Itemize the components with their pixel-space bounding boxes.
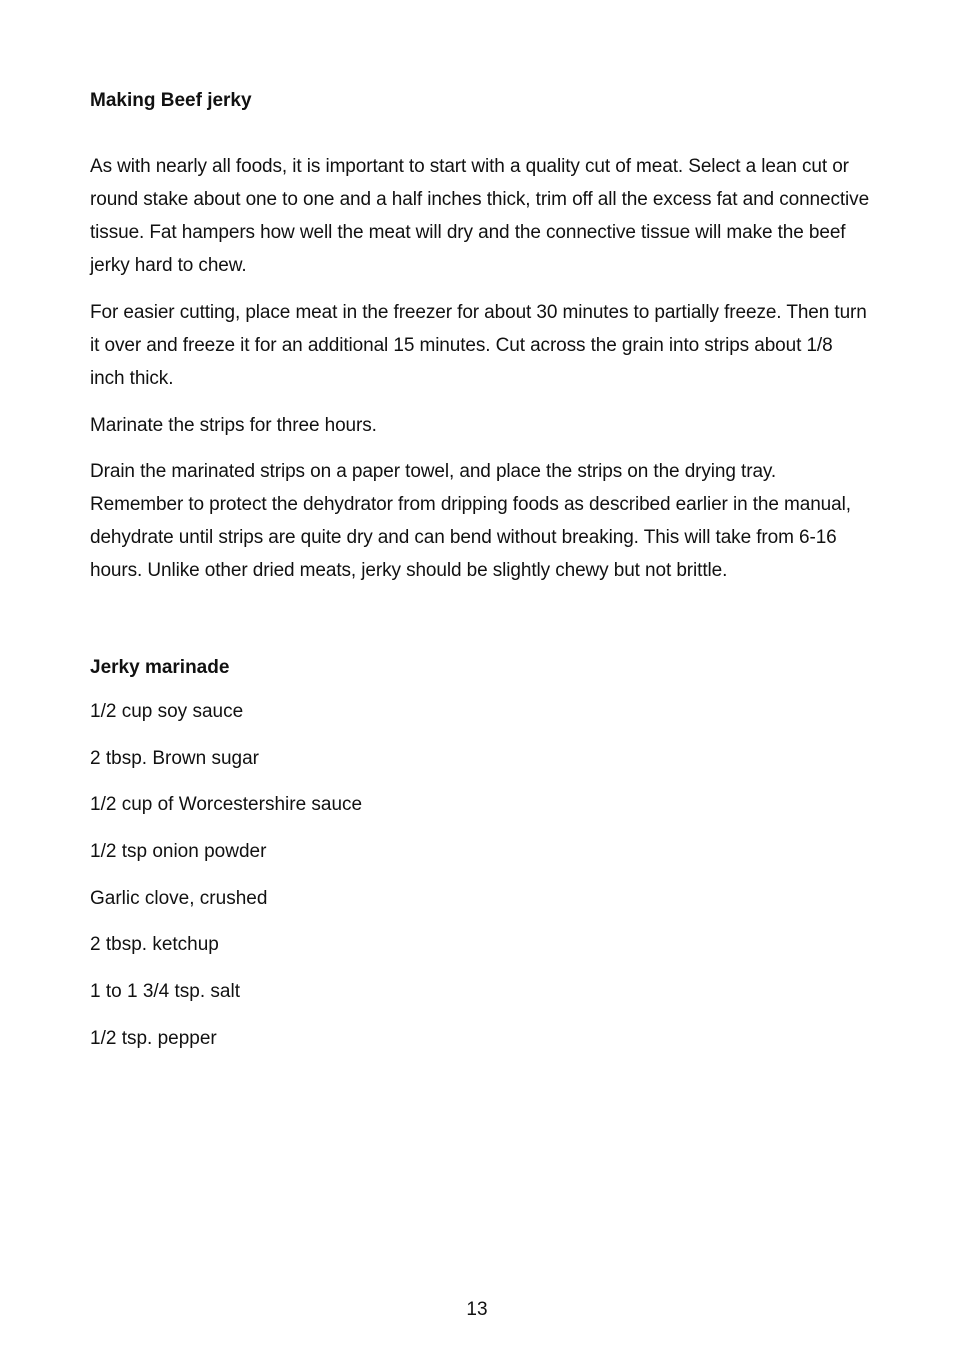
ingredient-list <box>90 699 870 1052</box>
list-item: 1/2 cup soy sauce <box>90 701 244 722</box>
section-title-jerky-marinade: Jerky marinade <box>90 657 230 678</box>
list-item: Garlic clove, crushed <box>90 887 268 909</box>
page-content <box>90 88 870 1073</box>
paragraph-marinate: Marinate the strips for three hours. <box>90 415 377 436</box>
paragraph-cutting: For easier cutting, place meat in the freezer for about 30 minutes to partially freeze. Then turn it over and freeze it for an additional 15 minutes. Cut across the grain into strips about 1/8 inch thick. <box>90 302 867 389</box>
list-item: 1/2 tsp onion powder <box>90 841 267 863</box>
list-item: 1/2 tsp. pepper <box>90 1027 217 1049</box>
paragraph-drying: Drain the marinated strips on a paper towel, and place the strips on the drying tray. Remember to protect the dehydrator from dripping foods as described earlier in the manual, dehydrate until strips are quite dry and can bend without breaking. This will take from 6-16 hours. Unlike other dried meats, jerky should be slightly chewy but not brittle. <box>90 461 851 581</box>
section-title-making-beef-jerky: Making Beef jerky <box>90 90 252 111</box>
paragraph-quality-cut: As with nearly all foods, it is important to start with a quality cut of meat. Select a lean cut or round stake about one to one and a half inches thick, trim off all the excess fat and connective tissue. Fat hampers how well the meat will dry and the connective tissue will make the beef jerky hard to chew. <box>90 156 870 276</box>
list-item: 1 to 1 3/4 tsp. salt <box>90 981 240 1003</box>
list-item: 2 tbsp. Brown sugar <box>90 747 259 769</box>
list-item: 2 tbsp. ketchup <box>90 934 219 956</box>
page-number: 13 <box>466 1299 488 1320</box>
list-item: 1/2 cup of Worcestershire sauce <box>90 794 363 816</box>
